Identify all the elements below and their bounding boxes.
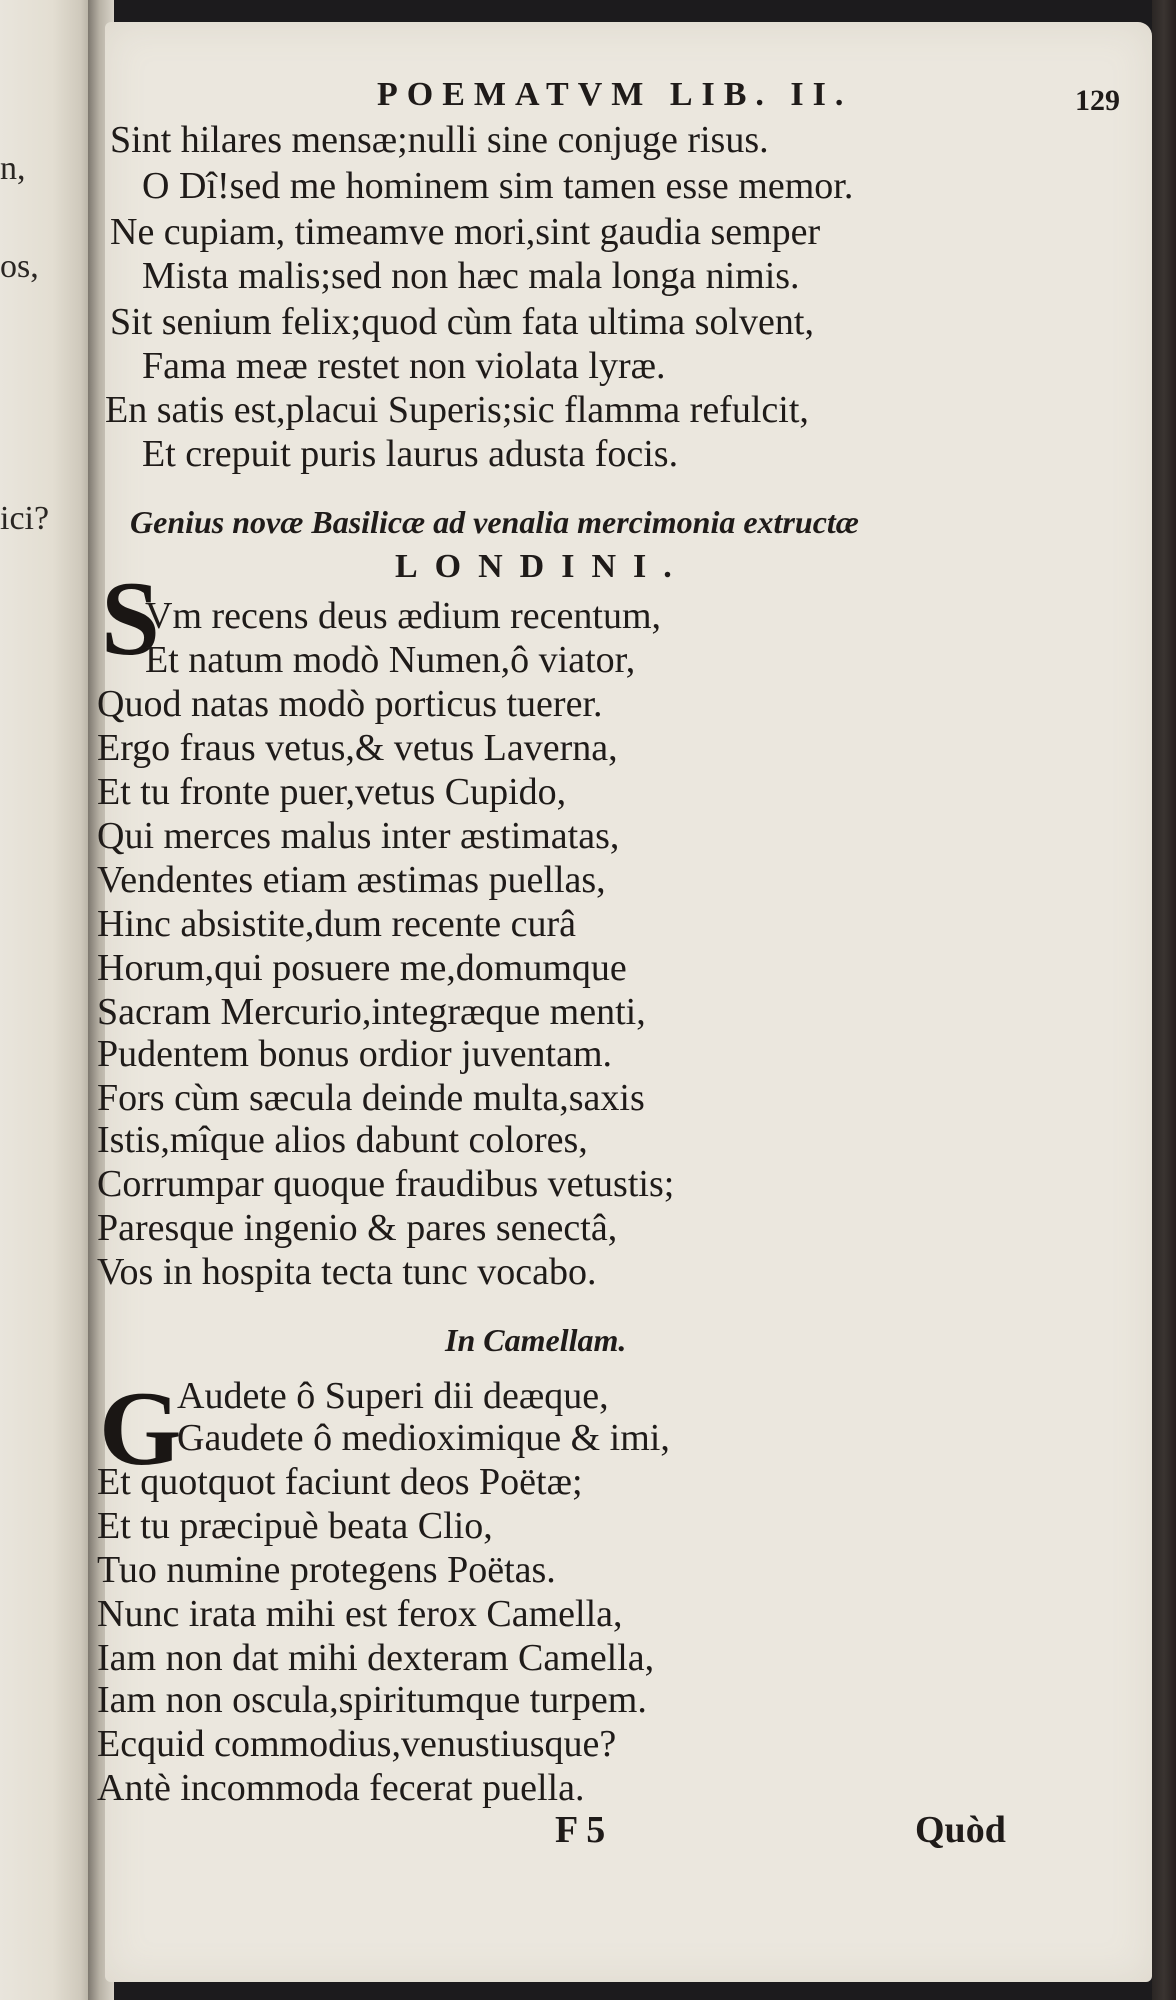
poem-line: Paresque ingenio & pares senectâ,	[97, 1207, 618, 1249]
poem-line: Gaudete ô medioximique & imi,	[177, 1417, 670, 1459]
left-page-fragment: ici?	[0, 500, 50, 537]
poem-line: Hinc absistite,dum recente curâ	[97, 903, 577, 945]
poem-line: Horum,qui posuere me,domumque	[97, 947, 627, 989]
left-page-edge	[0, 0, 95, 2000]
poem-line: Tuo numine protegens Poëtas.	[97, 1549, 556, 1591]
poem-line: Ne cupiam, timeamve mori,sint gaudia semper	[110, 211, 821, 253]
poem-title: In Camellam.	[445, 1322, 627, 1358]
poem-line: Quod natas modò porticus tuerer.	[97, 683, 603, 725]
poem-line: Pudentem bonus ordior juventam.	[97, 1033, 613, 1075]
catchword: Quòd	[915, 1809, 1006, 1851]
poem-line: Ecquid commodius,venustiusque?	[97, 1723, 617, 1765]
poem-line: Nunc irata mihi est ferox Camella,	[97, 1593, 623, 1635]
poem-line: Qui merces malus inter æstimatas,	[97, 815, 620, 857]
poem-line: Et natum modò Numen,ô viator,	[145, 639, 636, 681]
poem-subtitle: LONDINI.	[395, 548, 689, 585]
left-page-fragment: os,	[0, 248, 39, 285]
poem-line: Sacram Mercurio,integræque menti,	[97, 991, 646, 1033]
left-page-fragment: n,	[0, 150, 26, 187]
running-head: POEMATVM LIB. II.	[377, 76, 853, 113]
signature-mark: F 5	[555, 1809, 606, 1851]
poem-line: Iam non oscula,spiritumque turpem.	[97, 1679, 647, 1721]
poem-line: Mista malis;sed non hæc mala longa nimis.	[142, 255, 800, 297]
poem-line: Audete ô Superi dii deæque,	[177, 1375, 609, 1417]
poem-line: Vm recens deus ædium recentum,	[145, 595, 662, 637]
poem-line: Fors cùm sæcula deinde multa,saxis	[97, 1077, 645, 1119]
poem-line: Corrumpar quoque fraudibus vetustis;	[97, 1163, 675, 1205]
book-page	[97, 22, 1152, 1982]
poem-line: Istis,mîque alios dabunt colores,	[97, 1119, 588, 1161]
poem-line: Iam non dat mihi dexteram Camella,	[97, 1637, 655, 1679]
poem-line: Et tu præcipuè beata Clio,	[97, 1505, 493, 1547]
poem-line: Sint hilares mensæ;nulli sine conjuge risus.	[110, 119, 769, 161]
poem-line: Vos in hospita tecta tunc vocabo.	[97, 1251, 597, 1293]
drop-capital: G	[99, 1370, 182, 1487]
page-number: 129	[1075, 84, 1120, 117]
poem-line: O Dî!sed me hominem sim tamen esse memor.	[142, 165, 854, 207]
poem-line: En satis est,placui Superis;sic flamma refulcit,	[105, 389, 809, 431]
poem-line: Fama meæ restet non violata lyræ.	[142, 345, 666, 387]
poem-line: Et quotquot faciunt deos Poëtæ;	[97, 1461, 583, 1503]
poem-line: Sit senium felix;quod cùm fata ultima solvent,	[110, 301, 814, 343]
poem-line: Vendentes etiam æstimas puellas,	[97, 859, 606, 901]
poem-title: Genius novæ Basilicæ ad venalia mercimonia extructæ	[130, 504, 859, 540]
book-cover-edge	[1152, 0, 1176, 2000]
poem-line: Et tu fronte puer,vetus Cupido,	[97, 771, 567, 813]
poem-line: Ergo fraus vetus,& vetus Laverna,	[97, 727, 618, 769]
drop-capital: S	[101, 560, 160, 677]
poem-line: Antè incommoda fecerat puella.	[97, 1767, 585, 1809]
poem-line: Et crepuit puris laurus adusta focis.	[142, 433, 679, 475]
